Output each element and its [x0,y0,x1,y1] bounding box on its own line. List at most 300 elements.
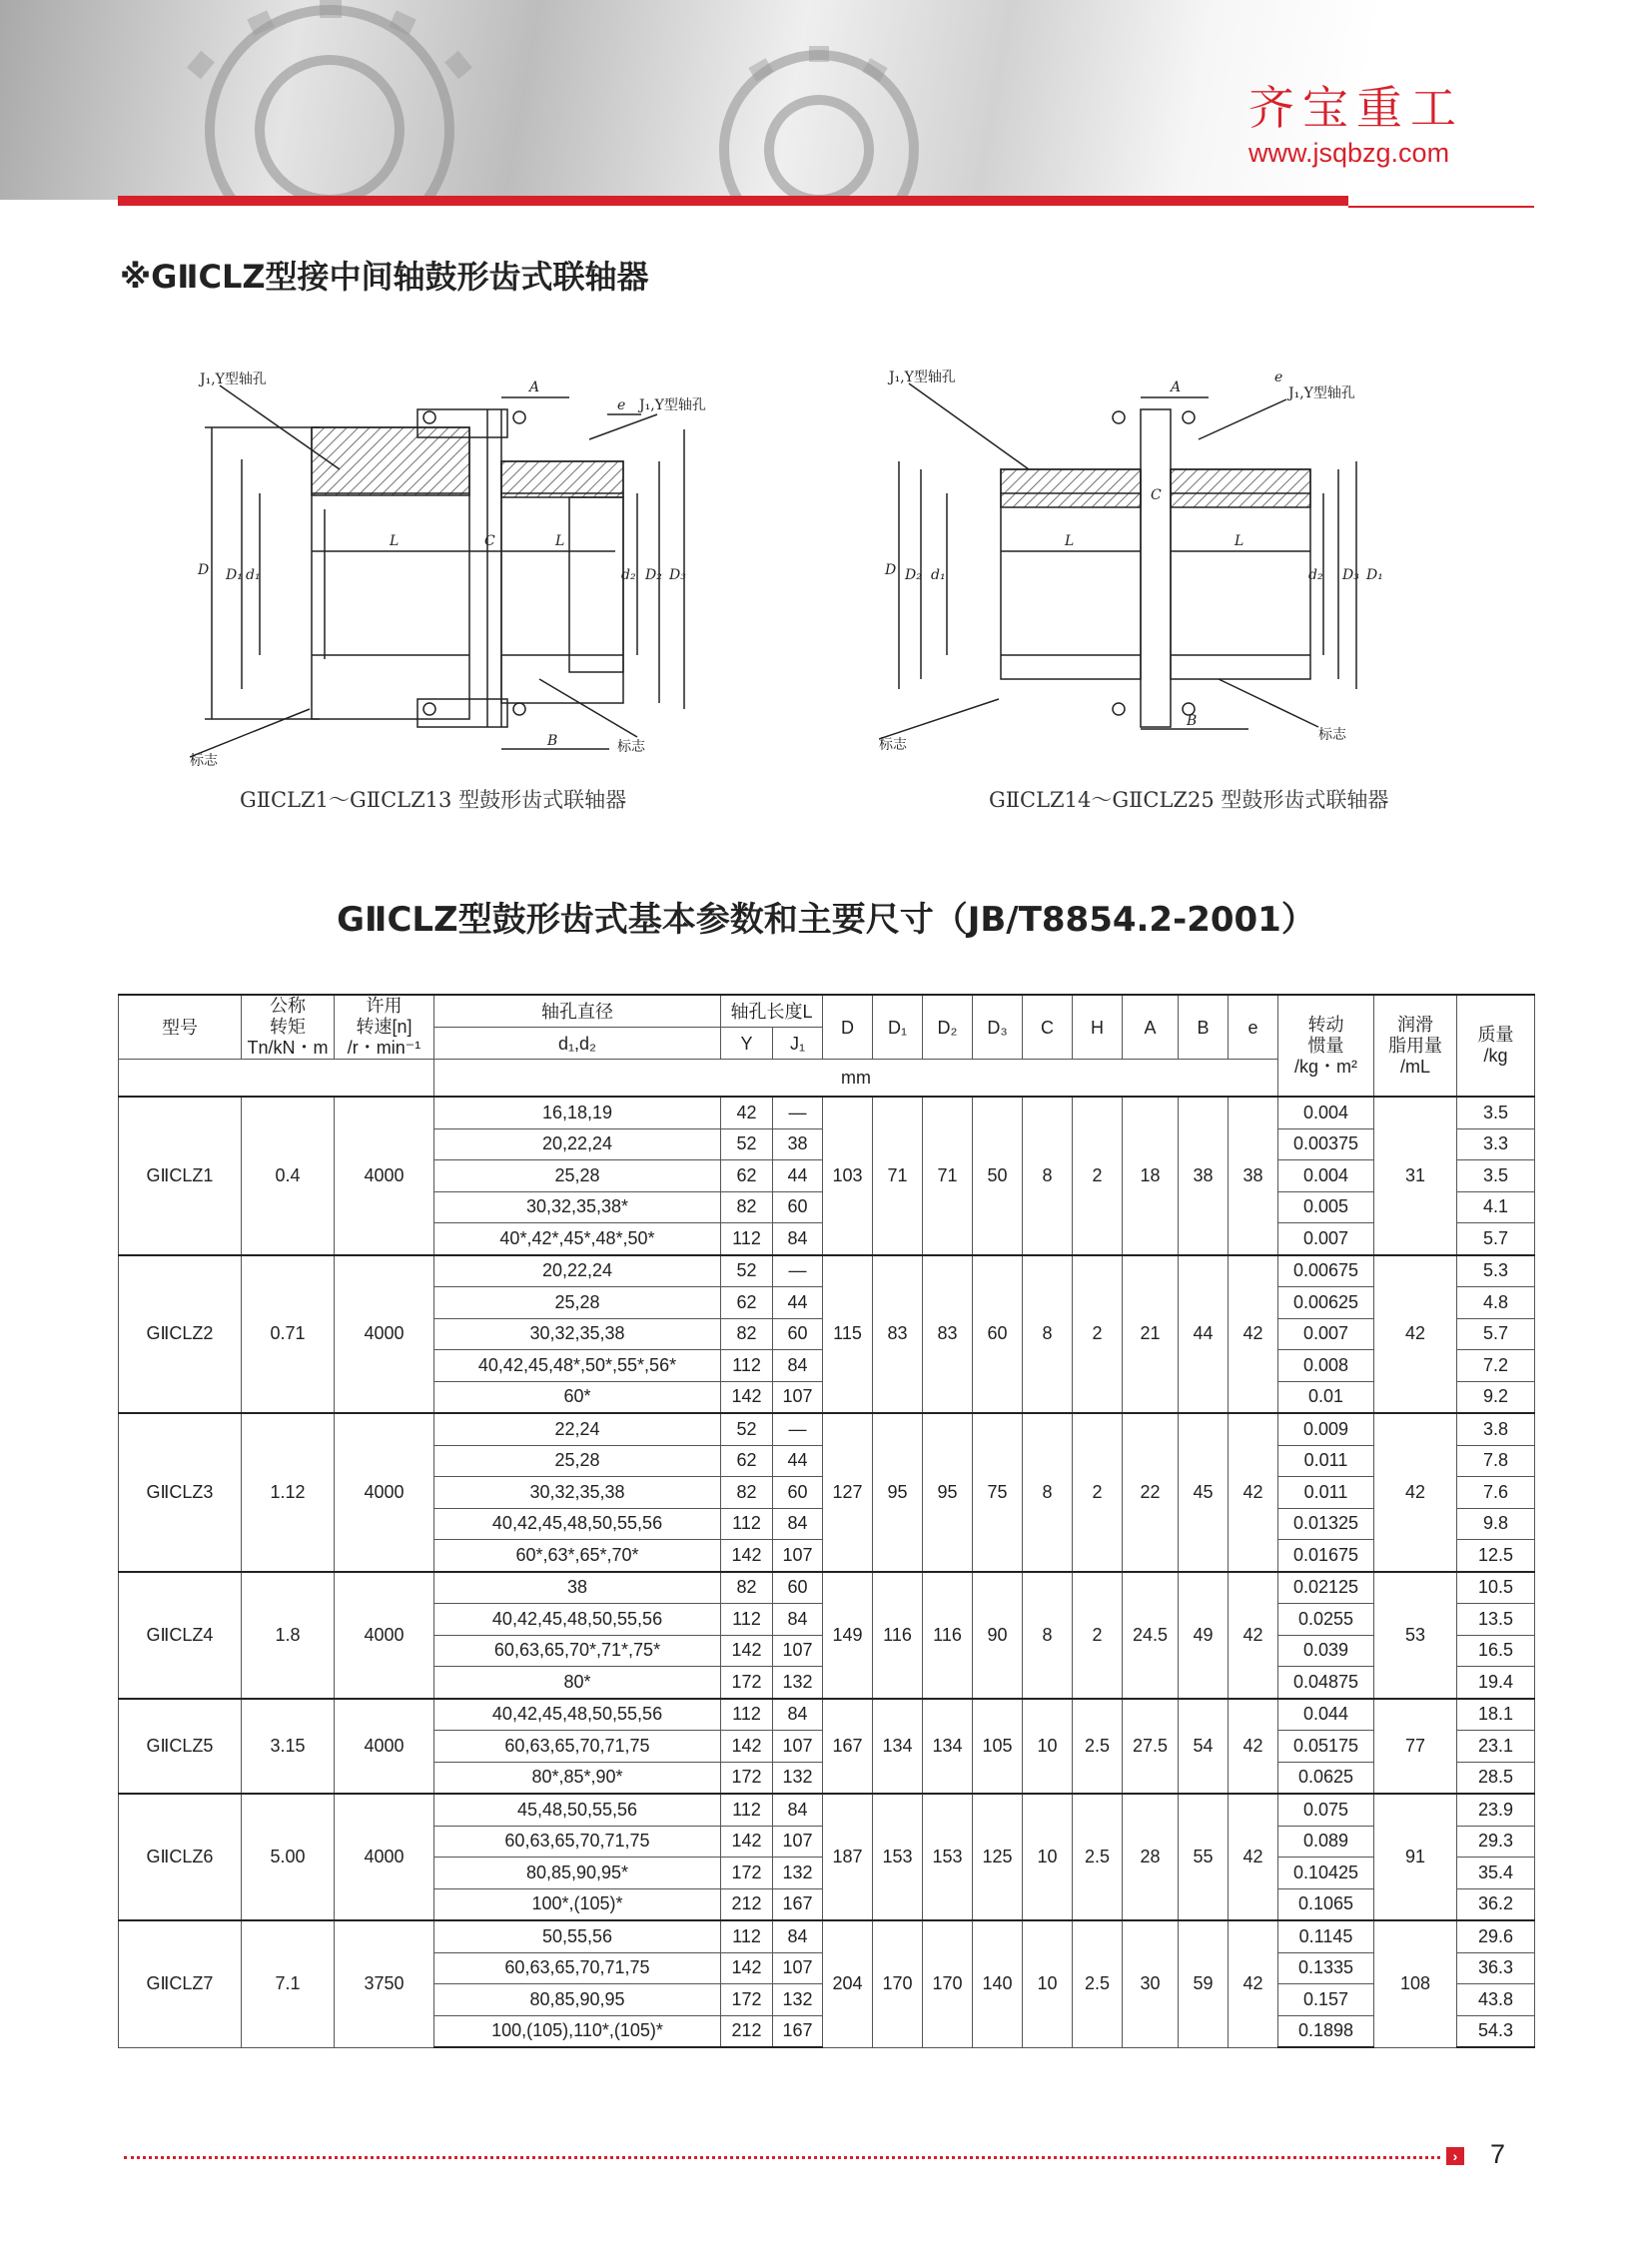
header-D3: D₃ [973,995,1023,1060]
brand-name: 齐宝重工 [1248,81,1464,135]
cell-e: 42 [1229,1572,1278,1699]
cell-J1: 84 [773,1223,823,1255]
cell-mass: 54.3 [1457,2015,1535,2047]
cell-bore: 20,22,24 [434,1255,721,1287]
cell-A: 28 [1123,1794,1179,1920]
cell-C: 10 [1023,1920,1073,2047]
cell-Y: 112 [721,1794,773,1826]
cell-D3: 140 [973,1920,1023,2047]
table-row [119,1255,1535,1287]
cell-mass: 7.2 [1457,1350,1535,1382]
cell-mass: 29.6 [1457,1920,1535,1952]
label-D3: D₃ [669,567,686,583]
header-model: 型号 [119,995,242,1060]
label-D: D [198,562,210,578]
cell-mass: 5.7 [1457,1223,1535,1255]
cell-H: 2.5 [1073,1920,1123,2047]
chevron-right-icon: › [1446,2147,1464,2165]
cell-e: 42 [1229,1255,1278,1414]
cell-Y: 62 [721,1160,773,1192]
cell-J1: 107 [773,1952,823,1984]
cell-H: 2 [1073,1097,1123,1255]
cell-Y: 142 [721,1952,773,1984]
cell-Y: 62 [721,1287,773,1319]
cell-D2: 170 [923,1920,973,2047]
footer-dotted-rule [124,2156,1440,2159]
header-D2: D₂ [923,995,973,1060]
caption-right: GⅡCLZ14～GⅡCLZ25 型鼓形齿式联轴器 [989,788,1389,812]
cell-inertia: 0.05175 [1278,1731,1374,1763]
cell-speed: 4000 [335,1097,434,1255]
cell-D1: 170 [873,1920,923,2047]
cell-inertia: 0.011 [1278,1477,1374,1509]
cell-mass: 9.2 [1457,1381,1535,1413]
cell-inertia: 0.0255 [1278,1604,1374,1636]
cell-inertia: 0.007 [1278,1318,1374,1350]
cell-J1: 44 [773,1287,823,1319]
cell-D: 103 [823,1097,873,1255]
cell-bore: 80,85,90,95 [434,1984,721,2016]
label-e: e [617,397,626,413]
cell-mass: 7.6 [1457,1477,1535,1509]
cell-inertia: 0.004 [1278,1097,1374,1128]
cell-inertia: 0.004 [1278,1160,1374,1192]
cell-e: 38 [1229,1097,1278,1255]
label-mark-left: 标志 [879,737,907,753]
header-J1: J₁ [773,1028,823,1060]
cell-inertia: 0.00675 [1278,1255,1374,1287]
cell-bore: 30,32,35,38 [434,1477,721,1509]
cell-Y: 142 [721,1381,773,1413]
cell-e: 42 [1229,1794,1278,1920]
cell-H: 2.5 [1073,1794,1123,1920]
cell-Y: 52 [721,1128,773,1160]
cell-Y: 212 [721,1888,773,1920]
cell-torque: 1.8 [242,1572,335,1699]
cell-D: 187 [823,1794,873,1920]
cell-H: 2 [1073,1255,1123,1414]
label-L-right: L [555,533,565,549]
cell-mass: 3.5 [1457,1160,1535,1192]
coupling-drawing-left [190,370,749,769]
header-speed: 许用 转速[n] /r・min⁻¹ [335,995,434,1060]
caption-left: GⅡCLZ1～GⅡCLZ13 型鼓形齿式联轴器 [240,788,627,812]
cell-bore: 40,42,45,48,50,55,56 [434,1508,721,1540]
cell-D1: 71 [873,1097,923,1255]
cell-J1: 167 [773,1888,823,1920]
cell-Y: 42 [721,1097,773,1128]
label-D1: D₁ [1366,567,1383,583]
cell-bore: 40,42,45,48,50,55,56 [434,1604,721,1636]
cell-bore: 16,18,19 [434,1097,721,1128]
label-D3: D₃ [1342,567,1359,583]
cell-Y: 112 [721,1223,773,1255]
cell-model: GⅡCLZ5 [119,1699,242,1795]
cell-D1: 116 [873,1572,923,1699]
cell-bore: 50,55,56 [434,1920,721,1952]
cell-mass: 3.3 [1457,1128,1535,1160]
header-torque: 公称 转矩 Tn/kN・m [242,995,335,1060]
cell-inertia: 0.089 [1278,1826,1374,1858]
cell-D1: 153 [873,1794,923,1920]
cell-J1: 107 [773,1540,823,1572]
cell-bore: 38 [434,1572,721,1604]
label-C: C [484,533,495,549]
label-d2: d₂ [1308,567,1323,583]
cell-mass: 35.4 [1457,1858,1535,1889]
cell-inertia: 0.011 [1278,1445,1374,1477]
cell-speed: 4000 [335,1572,434,1699]
cell-J1: 60 [773,1318,823,1350]
cell-D3: 75 [973,1413,1023,1572]
cell-C: 8 [1023,1097,1073,1255]
cell-J1: 132 [773,1667,823,1699]
cell-Y: 172 [721,1762,773,1794]
website-url[interactable]: www.jsqbzg.com [1248,138,1450,168]
cell-bore: 30,32,35,38 [434,1318,721,1350]
cell-speed: 4000 [335,1255,434,1414]
cell-J1: 132 [773,1762,823,1794]
cell-grease: 77 [1374,1699,1457,1795]
cell-mass: 7.8 [1457,1445,1535,1477]
cell-mass: 16.5 [1457,1635,1535,1667]
cell-torque: 0.71 [242,1255,335,1414]
cell-H: 2 [1073,1572,1123,1699]
cell-model: GⅡCLZ6 [119,1794,242,1920]
cell-D: 127 [823,1413,873,1572]
cell-C: 10 [1023,1699,1073,1795]
cell-bore: 40*,42*,45*,48*,50* [434,1223,721,1255]
cell-inertia: 0.00375 [1278,1128,1374,1160]
cell-Y: 62 [721,1445,773,1477]
cell-bore: 45,48,50,55,56 [434,1794,721,1826]
cell-torque: 5.00 [242,1794,335,1920]
cell-bore: 40,42,45,48,50,55,56 [434,1699,721,1731]
label-mark-right: 标志 [1318,727,1346,743]
cell-A: 18 [1123,1097,1179,1255]
cell-Y: 82 [721,1572,773,1604]
cell-bore: 100,(105),110*,(105)* [434,2015,721,2047]
cell-J1: 60 [773,1477,823,1509]
cell-B: 38 [1179,1097,1229,1255]
cell-mass: 29.3 [1457,1826,1535,1858]
cell-grease: 108 [1374,1920,1457,2047]
cell-torque: 0.4 [242,1097,335,1255]
cell-Y: 142 [721,1731,773,1763]
cell-D3: 125 [973,1794,1023,1920]
label-A: A [529,379,540,395]
cell-C: 8 [1023,1255,1073,1414]
label-D2: D₂ [905,567,922,583]
cell-inertia: 0.007 [1278,1223,1374,1255]
cell-torque: 3.15 [242,1699,335,1795]
cell-J1: 44 [773,1160,823,1192]
label-mark-right: 标志 [617,739,645,755]
cell-torque: 1.12 [242,1413,335,1572]
cell-A: 30 [1123,1920,1179,2047]
cell-bore: 80* [434,1667,721,1699]
header-B: B [1179,995,1229,1060]
cell-bore: 80,85,90,95* [434,1858,721,1889]
cell-Y: 212 [721,2015,773,2047]
cell-mass: 23.1 [1457,1731,1535,1763]
cell-bore: 100*,(105)* [434,1888,721,1920]
label-A: A [1171,379,1182,395]
cell-mass: 13.5 [1457,1604,1535,1636]
coupling-drawing-right [879,370,1398,769]
cell-D2: 83 [923,1255,973,1414]
label-B: B [1187,713,1198,729]
cell-bore: 80*,85*,90* [434,1762,721,1794]
cell-Y: 172 [721,1984,773,2016]
cell-mass: 36.3 [1457,1952,1535,1984]
label-d1: d₁ [246,567,261,583]
header-length: 轴孔长度L [721,995,823,1028]
table-row [119,1413,1535,1445]
cell-J1: — [773,1097,823,1128]
cell-A: 22 [1123,1413,1179,1572]
cell-D1: 95 [873,1413,923,1572]
cell-J1: 84 [773,1350,823,1382]
cell-J1: 167 [773,2015,823,2047]
cell-D2: 116 [923,1572,973,1699]
table-title: GⅡCLZ型鼓形齿式基本参数和主要尺寸（JB/T8854.2-2001） [337,900,1315,940]
cell-inertia: 0.01675 [1278,1540,1374,1572]
label-L-left: L [1065,533,1075,549]
cell-D2: 71 [923,1097,973,1255]
cell-inertia: 0.00625 [1278,1287,1374,1319]
cell-J1: 107 [773,1635,823,1667]
cell-inertia: 0.1898 [1278,2015,1374,2047]
cell-model: GⅡCLZ7 [119,1920,242,2047]
cell-J1: 84 [773,1604,823,1636]
cell-bore: 60*,63*,65*,70* [434,1540,721,1572]
cell-B: 49 [1179,1572,1229,1699]
cell-J1: 107 [773,1381,823,1413]
header-inertia: 转动 惯量 /kg・m² [1278,995,1374,1097]
cell-J1: 84 [773,1920,823,1952]
cell-mass: 5.3 [1457,1255,1535,1287]
label-L-right: L [1235,533,1244,549]
cell-Y: 112 [721,1350,773,1382]
cell-J1: 132 [773,1858,823,1889]
cell-mass: 4.8 [1457,1287,1535,1319]
cell-inertia: 0.0625 [1278,1762,1374,1794]
cell-mass: 5.7 [1457,1318,1535,1350]
cell-inertia: 0.005 [1278,1191,1374,1223]
cell-inertia: 0.01 [1278,1381,1374,1413]
spec-table [118,994,1535,2048]
cell-Y: 52 [721,1255,773,1287]
header-bore-sub: d₁,d₂ [434,1028,721,1060]
cell-C: 8 [1023,1413,1073,1572]
cell-mass: 10.5 [1457,1572,1535,1604]
label-D: D [885,562,897,578]
table-row [119,1794,1535,1826]
page-number: 7 [1490,2139,1506,2169]
header-banner [0,0,1652,200]
cell-mass: 28.5 [1457,1762,1535,1794]
label-hole-left: J₁,Y型轴孔 [200,372,267,387]
cell-Y: 112 [721,1920,773,1952]
cell-grease: 42 [1374,1413,1457,1572]
cell-bore: 60* [434,1381,721,1413]
cell-e: 42 [1229,1699,1278,1795]
cell-bore: 25,28 [434,1445,721,1477]
cell-mass: 36.2 [1457,1888,1535,1920]
cell-inertia: 0.1065 [1278,1888,1374,1920]
cell-mass: 12.5 [1457,1540,1535,1572]
cell-Y: 112 [721,1508,773,1540]
header-Y: Y [721,1028,773,1060]
cell-Y: 52 [721,1413,773,1445]
cell-B: 44 [1179,1255,1229,1414]
cell-D3: 60 [973,1255,1023,1414]
cell-B: 59 [1179,1920,1229,2047]
cell-speed: 4000 [335,1699,434,1795]
label-D1: D₁ [226,567,243,583]
cell-speed: 3750 [335,1920,434,2047]
cell-J1: 60 [773,1572,823,1604]
cell-inertia: 0.075 [1278,1794,1374,1826]
label-L-left: L [390,533,400,549]
cell-inertia: 0.009 [1278,1413,1374,1445]
cell-mass: 18.1 [1457,1699,1535,1731]
cell-inertia: 0.01325 [1278,1508,1374,1540]
cell-bore: 60,63,65,70,71,75 [434,1952,721,1984]
cell-mass: 3.8 [1457,1413,1535,1445]
cell-Y: 142 [721,1826,773,1858]
cell-A: 27.5 [1123,1699,1179,1795]
header-grease: 润滑 脂用量 /mL [1374,995,1457,1097]
cell-mass: 3.5 [1457,1097,1535,1128]
cell-C: 10 [1023,1794,1073,1920]
cell-inertia: 0.157 [1278,1984,1374,2016]
cell-Y: 112 [721,1699,773,1731]
cell-grease: 31 [1374,1097,1457,1255]
cell-bore: 60,63,65,70,71,75 [434,1826,721,1858]
spec-table-body [119,1097,1535,2047]
cell-mass: 9.8 [1457,1508,1535,1540]
cell-A: 21 [1123,1255,1179,1414]
cell-torque: 7.1 [242,1920,335,2047]
label-d2: d₂ [621,567,636,583]
header-thin-rule [1348,206,1534,208]
header-D1: D₁ [873,995,923,1060]
section-title: ※GⅡCLZ型接中间轴鼓形齿式联轴器 [120,258,649,296]
cell-A: 24.5 [1123,1572,1179,1699]
cell-D: 204 [823,1920,873,2047]
cell-D3: 90 [973,1572,1023,1699]
cell-e: 42 [1229,1920,1278,2047]
cell-speed: 4000 [335,1794,434,1920]
cell-D2: 153 [923,1794,973,1920]
cell-mass: 19.4 [1457,1667,1535,1699]
cell-Y: 142 [721,1635,773,1667]
cell-Y: 82 [721,1191,773,1223]
cell-bore: 25,28 [434,1287,721,1319]
cell-J1: 107 [773,1731,823,1763]
cell-H: 2 [1073,1413,1123,1572]
cell-D: 167 [823,1699,873,1795]
header-mass: 质量 /kg [1457,995,1535,1097]
table-row [119,1572,1535,1604]
label-hole-left: J₁,Y型轴孔 [889,370,956,385]
cell-model: GⅡCLZ2 [119,1255,242,1414]
cell-J1: — [773,1413,823,1445]
cell-J1: 84 [773,1699,823,1731]
table-row [119,1699,1535,1731]
cell-inertia: 0.04875 [1278,1667,1374,1699]
cell-e: 42 [1229,1413,1278,1572]
cell-Y: 142 [721,1540,773,1572]
header-C: C [1023,995,1073,1060]
cell-grease: 91 [1374,1794,1457,1920]
cell-bore: 60,63,65,70,71,75 [434,1731,721,1763]
header-red-rule [118,196,1348,206]
cell-model: GⅡCLZ3 [119,1413,242,1572]
table-row [119,1097,1535,1128]
cell-inertia: 0.02125 [1278,1572,1374,1604]
cell-J1: 84 [773,1794,823,1826]
header-unit: mm [434,1060,1278,1098]
cell-D2: 134 [923,1699,973,1795]
cell-inertia: 0.1145 [1278,1920,1374,1952]
cell-bore: 25,28 [434,1160,721,1192]
label-B: B [547,733,558,749]
cell-inertia: 0.10425 [1278,1858,1374,1889]
header-bore: 轴孔直径 [434,995,721,1028]
cell-grease: 53 [1374,1572,1457,1699]
cell-Y: 172 [721,1667,773,1699]
header-e: e [1229,995,1278,1060]
cell-Y: 112 [721,1604,773,1636]
cell-Y: 82 [721,1477,773,1509]
cell-model: GⅡCLZ4 [119,1572,242,1699]
header-A: A [1123,995,1179,1060]
cell-mass: 43.8 [1457,1984,1535,2016]
label-hole-right: J₁,Y型轴孔 [639,397,706,413]
label-hole-right: J₁,Y型轴孔 [1288,385,1355,401]
cell-model: GⅡCLZ1 [119,1097,242,1255]
cell-D2: 95 [923,1413,973,1572]
cell-bore: 30,32,35,38* [434,1191,721,1223]
cell-C: 8 [1023,1572,1073,1699]
cell-inertia: 0.039 [1278,1635,1374,1667]
header-D: D [823,995,873,1060]
label-e: e [1274,370,1283,385]
cell-J1: 84 [773,1508,823,1540]
cell-mass: 23.9 [1457,1794,1535,1826]
cell-grease: 42 [1374,1255,1457,1414]
cell-bore: 22,24 [434,1413,721,1445]
label-d1: d₁ [931,567,946,583]
cell-D3: 50 [973,1097,1023,1255]
cell-bore: 60,63,65,70*,71*,75* [434,1635,721,1667]
cell-D: 115 [823,1255,873,1414]
cell-inertia: 0.1335 [1278,1952,1374,1984]
cell-Y: 82 [721,1318,773,1350]
cell-bore: 20,22,24 [434,1128,721,1160]
label-mark-left: 标志 [190,753,218,769]
header-unit-spacer [119,1060,434,1098]
cell-J1: 60 [773,1191,823,1223]
cell-J1: 38 [773,1128,823,1160]
label-D2: D₂ [645,567,662,583]
label-C: C [1151,487,1162,503]
cell-J1: 44 [773,1445,823,1477]
cell-D1: 134 [873,1699,923,1795]
